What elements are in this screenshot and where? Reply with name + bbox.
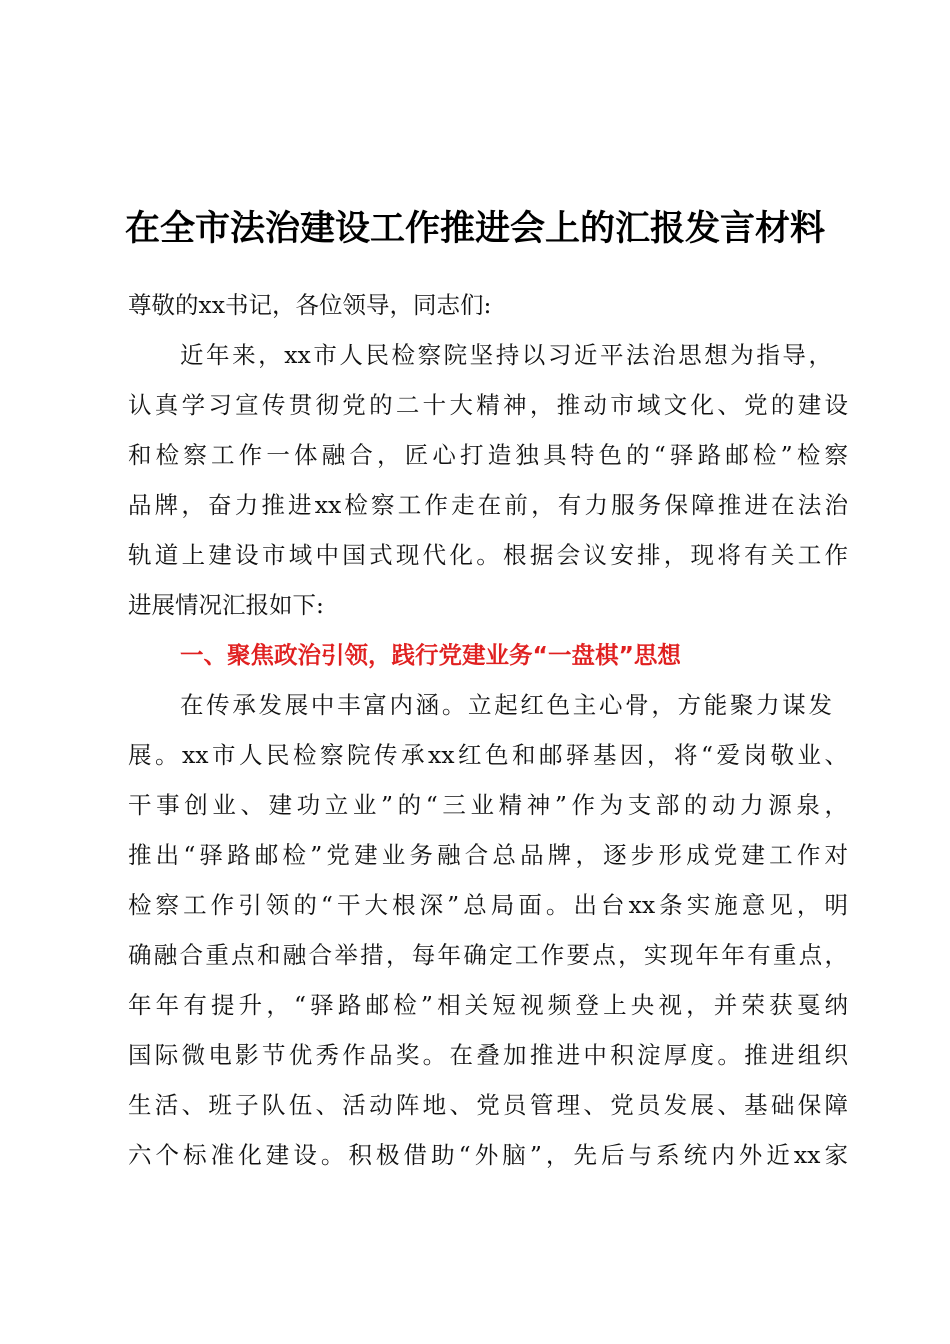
paragraph-line: 在传承发展中丰富内涵。立起红色主心骨，方能聚力谋发 <box>180 691 832 719</box>
paragraph-line: 和检察工作一体融合，匠心打造独具特色的“驿路邮检”检察 <box>128 441 848 469</box>
paragraph-line: 近年来，xx市人民检察院坚持以习近平法治思想为指导， <box>180 341 832 369</box>
paragraph-line: 展。xx市人民检察院传承xx红色和邮驿基因，将“爱岗敬业、 <box>128 741 848 769</box>
paragraph-line: 轨道上建设市域中国式现代化。根据会议安排，现将有关工作 <box>128 541 848 569</box>
paragraph-line: 确融合重点和融合举措，每年确定工作要点，实现年年有重点， <box>128 941 848 969</box>
paragraph-line: 检察工作引领的“干大根深”总局面。出台xx条实施意见，明 <box>128 891 848 919</box>
paragraph-line: 国际微电影节优秀作品奖。在叠加推进中积淀厚度。推进组织 <box>128 1041 848 1069</box>
document-title: 在全市法治建设工作推进会上的汇报发言材料 <box>124 208 825 249</box>
paragraph-line: 推出“驿路邮检”党建业务融合总品牌，逐步形成党建工作对 <box>128 841 848 869</box>
paragraph-line: 认真学习宣传贯彻党的二十大精神，推动市域文化、党的建设 <box>128 391 848 419</box>
paragraph-line: 生活、班子队伍、活动阵地、党员管理、党员发展、基础保障 <box>128 1091 848 1119</box>
section-heading: 一、聚焦政治引领，践行党建业务“一盘棋”思想 <box>180 641 681 669</box>
paragraph-line: 进展情况汇报如下: <box>128 591 324 619</box>
paragraph-line: 年年有提升，“驿路邮检”相关短视频登上央视，并荣获戛纳 <box>128 991 848 1019</box>
paragraph-line: 六个标准化建设。积极借助“外脑”，先后与系统内外近xx家 <box>128 1141 848 1169</box>
paragraph-line: 品牌，奋力推进xx检察工作走在前，有力服务保障推进在法治 <box>128 491 848 519</box>
paragraph-line: 干事创业、建功立业”的“三业精神”作为支部的动力源泉， <box>128 791 848 819</box>
salutation: 尊敬的xx书记，各位领导，同志们: <box>128 291 492 319</box>
